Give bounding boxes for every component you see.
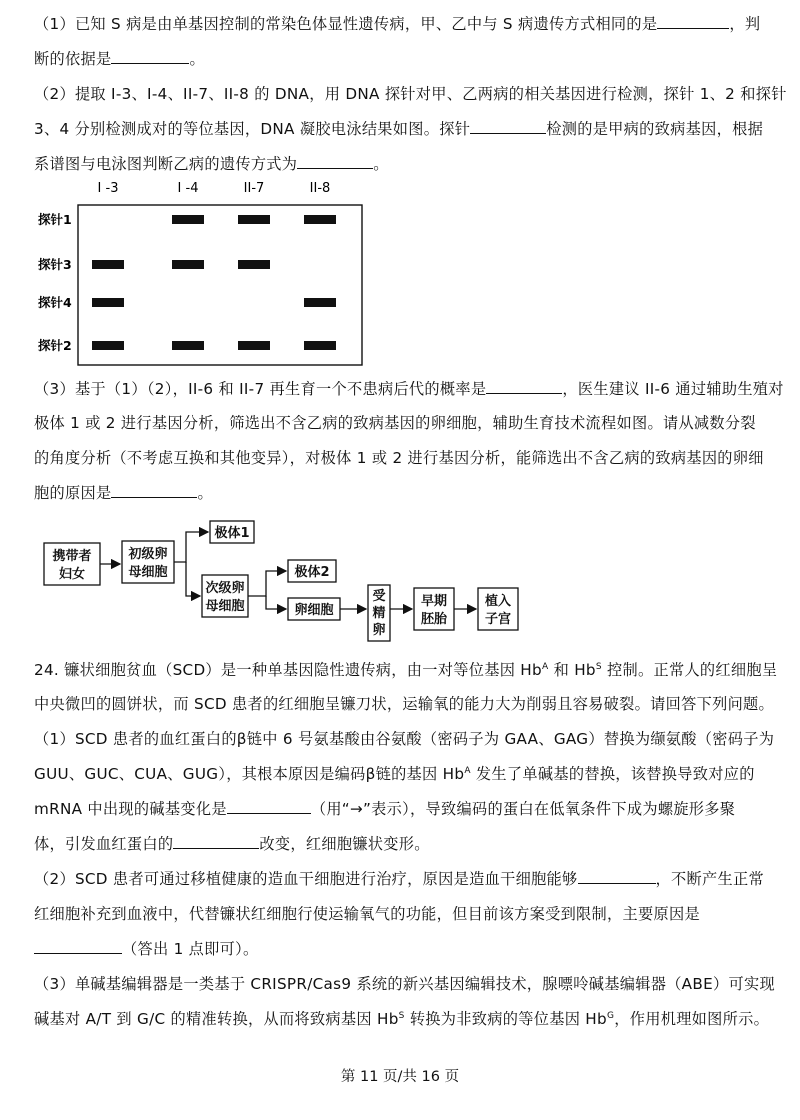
text: GUU、GUC、CUA、GUG），其根本原因是编码β链的基因 Hb (34, 765, 465, 783)
arrow-primary-branch (174, 532, 208, 562)
text: 。 (197, 484, 213, 502)
arrow-primary-to-secondary (186, 562, 200, 596)
gel-band (304, 341, 336, 350)
text: 检测的是甲病的致病基因，根据 (546, 120, 764, 138)
secondary-oocyte-label-2: 母细胞 (205, 599, 245, 614)
q24-line11 (34, 1009, 769, 1029)
q23-p3-line1 (34, 379, 784, 399)
superscript: S (398, 1010, 405, 1021)
superscript: A (541, 661, 549, 672)
text: （1）SCD 患者的血红蛋白的β链中 6 号氨基酸由谷氨酸（密码子为 GAA、GAG）替换为缬氨酸（密码子为 (34, 730, 775, 748)
gel-column-label: II-8 (309, 181, 331, 196)
polar-body-2-label: 极体2 (294, 565, 330, 580)
q23-p2-line2 (34, 119, 763, 139)
text: 。 (373, 155, 389, 173)
superscript: A (464, 765, 471, 776)
gel-band (238, 260, 270, 269)
answer-blank[interactable] (111, 49, 189, 64)
carrier-label-2: 妇女 (58, 567, 86, 582)
text: 控制。正常人的红细胞呈 (601, 661, 778, 679)
text: 转换为非致病的等位基因 Hb (404, 1010, 607, 1028)
text: 系谱图与电泳图判断乙病的遗传方式为 (34, 155, 298, 173)
text: 和 Hb (548, 661, 596, 679)
q24-line5 (34, 799, 735, 819)
superscript: S (595, 661, 602, 672)
arrow-secondary-to-egg (266, 596, 286, 609)
text: 极体 1 或 2 进行基因分析，筛选出不含乙病的致病基因的卵细胞，辅助生育技术流程如图。请从减数分裂 (34, 414, 756, 432)
q24-line9 (34, 939, 259, 959)
gel-column-label: I -3 (97, 181, 119, 196)
text: ，不断产生正常 (655, 870, 764, 888)
gel-band (238, 215, 270, 224)
text: （1）已知 S 病是由单基因控制的常染色体显性遗传病，甲、乙中与 S 病遗传方式相同的是 (34, 15, 658, 33)
text: 体，引发血红蛋白的 (34, 835, 174, 853)
gel-column-label: II-7 (243, 181, 265, 196)
answer-blank[interactable] (111, 483, 197, 498)
text: 红细胞补充到血液中，代替镰状红细胞行使运输氧气的功能，但目前该方案受到限制，主要原因是 (34, 905, 700, 923)
text: mRNA 中出现的碱基变化是 (34, 800, 227, 818)
gel-band (172, 341, 204, 350)
q23-p1-line2 (34, 49, 205, 69)
early-embryo-label-2: 胚胎 (420, 612, 448, 627)
text: （用“→”表示），导致编码的蛋白在低氧条件下成为螺旋形多聚 (310, 800, 736, 818)
gel-band (92, 341, 124, 350)
q24-line7 (34, 869, 764, 889)
zygote-label-2: 精 (372, 606, 386, 621)
gel-probe-label: 探针1 (38, 212, 72, 227)
text: ，作用机理如图所示。 (614, 1010, 770, 1028)
primary-oocyte-label-1: 初级卵 (128, 547, 168, 562)
text: 3、4 分别检测成对的等位基因，DNA 凝胶电泳结果如图。探针 (34, 120, 471, 138)
zygote-label-3: 卵 (372, 623, 386, 638)
text: 。 (189, 50, 205, 68)
q24-line8 (34, 904, 700, 924)
early-embryo-label-1: 早期 (420, 594, 448, 609)
primary-oocyte-label-2: 母细胞 (128, 565, 168, 580)
secondary-oocyte-label-1: 次级卵 (205, 581, 245, 596)
gel-probe-label: 探针2 (38, 338, 72, 353)
text: 碱基对 A/T 到 G/C 的精准转换，从而将致病基因 Hb (34, 1010, 399, 1028)
gel-band (304, 298, 336, 307)
q23-p2-line3 (34, 154, 389, 174)
answer-blank[interactable] (486, 379, 562, 394)
q23-p3-line4 (34, 483, 213, 503)
gel-band (172, 260, 204, 269)
implant-uterus-label-2: 子宫 (484, 612, 512, 627)
gel-probe-label: 探针3 (38, 257, 72, 272)
q23-p3-line3 (34, 448, 764, 468)
answer-blank[interactable] (227, 799, 311, 814)
assisted-reproduction-flowchart (0, 515, 800, 645)
answer-blank[interactable] (297, 154, 373, 169)
text: 改变，红细胞镰状变形。 (259, 835, 430, 853)
text: （2）SCD 患者可通过移植健康的造血干细胞进行治疗，原因是造血干细胞能够 (34, 870, 578, 888)
text: ，医生建议 II-6 通过辅助生殖对 (562, 380, 784, 398)
text: ，判 (729, 15, 761, 33)
text: 中央微凹的圆饼状，而 SCD 患者的红细胞呈镰刀状，运输氧的能力大为削弱且容易破裂。请回答下列问题。 (34, 695, 775, 713)
q24-line1 (34, 660, 777, 680)
answer-blank[interactable] (470, 119, 546, 134)
page-footer: 第 11 页/共 16 页 (340, 1069, 460, 1085)
arrow-secondary-to-polar2 (248, 571, 286, 596)
gel-column-label: I -4 (177, 181, 199, 196)
gel-band (304, 215, 336, 224)
polar-body-1-label: 极体1 (214, 526, 250, 541)
gel-band (92, 298, 124, 307)
q24-line4 (34, 764, 755, 784)
text: （3）基于（1）（2），II-6 和 II-7 再生育一个不患病后代的概率是 (34, 380, 487, 398)
superscript: G (606, 1010, 615, 1021)
answer-blank[interactable] (173, 834, 259, 849)
gel-band (92, 260, 124, 269)
gel-electrophoresis-figure (0, 175, 800, 375)
gel-band (238, 341, 270, 350)
answer-blank[interactable] (657, 14, 729, 29)
q24-line3 (34, 729, 774, 749)
q23-p2-line1 (34, 84, 787, 104)
answer-blank[interactable] (34, 939, 122, 954)
text: 发生了单碱基的替换，该替换导致对应的 (470, 765, 755, 783)
text: 24. 镰状细胞贫血（SCD）是一种单基因隐性遗传病，由一对等位基因 Hb (34, 661, 542, 679)
text: （3）单碱基编辑器是一类基于 CRISPR/Cas9 系统的新兴基因编辑技术，腺嘌呤碱基编辑器（ABE）可实现 (34, 975, 775, 993)
text: （答出 1 点即可）。 (122, 940, 259, 958)
q24-line2 (34, 694, 774, 714)
text: （2）提取 I-3、I-4、II-7、II-8 的 DNA，用 DNA 探针对甲、乙两病的相关基因进行检测，探针 1、2 和探针 (34, 85, 787, 103)
implant-uterus-label-1: 植入 (484, 594, 512, 609)
egg-cell-label: 卵细胞 (294, 603, 334, 618)
zygote-label-1: 受 (372, 589, 386, 604)
gel-probe-label: 探针4 (38, 295, 72, 310)
text: 胞的原因是 (34, 484, 112, 502)
gel-band (172, 215, 204, 224)
text: 断的依据是 (34, 50, 112, 68)
carrier-label-1: 携带者 (52, 549, 92, 564)
text: 的角度分析（不考虑互换和其他变异），对极体 1 或 2 进行基因分析，能筛选出不含乙病的致病基因的卵细 (34, 449, 764, 467)
q24-line10 (34, 974, 775, 994)
answer-blank[interactable] (578, 869, 656, 884)
q24-line6 (34, 834, 430, 854)
q23-p3-line2 (34, 413, 756, 433)
q23-p1-line1 (34, 14, 760, 34)
